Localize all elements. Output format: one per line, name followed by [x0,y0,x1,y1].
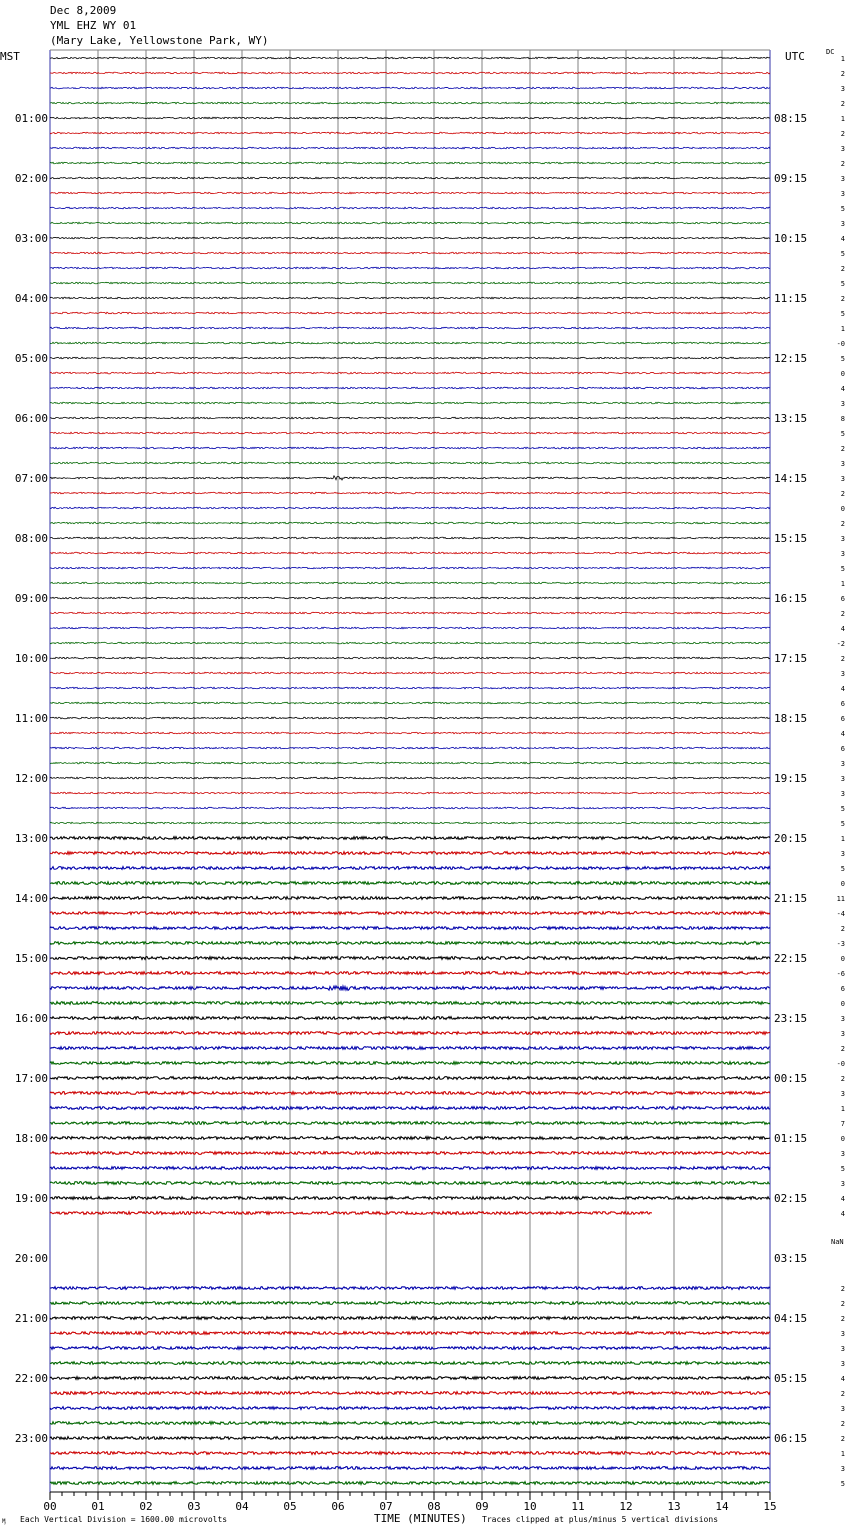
dc-offset-value: 3 [840,1150,845,1158]
seismic-trace [50,207,770,209]
dc-offset-value: 4 [840,235,845,243]
dc-offset-value: 2 [840,1045,845,1053]
dc-offset-value: 0 [840,1000,845,1008]
right-hour-label: 14:15 [774,472,808,485]
dc-offset-value: 6 [840,715,845,723]
left-hour-label: 10:00 [14,652,48,665]
label-group [15,55,845,1488]
dc-offset-value: 3 [840,220,845,228]
left-hour-label: 05:00 [14,352,48,365]
seismic-trace [50,627,770,629]
left-hour-label: 18:00 [14,1132,48,1145]
seismic-trace [50,897,770,900]
seismic-trace [50,777,770,779]
seismic-trace [50,402,770,404]
seismic-trace [50,1092,770,1095]
right-hour-label: 16:15 [774,592,808,605]
seismic-trace [50,117,770,119]
seismic-trace [50,912,770,915]
seismic-trace [50,882,770,885]
seismic-trace [50,1302,770,1305]
dc-offset-value: 3 [840,535,845,543]
right-hour-label: 03:15 [774,1252,808,1265]
dc-offset-value: 2 [840,130,845,138]
seismic-trace [50,57,770,59]
dc-offset-value: 1 [840,325,845,333]
dc-offset-value: -6 [836,970,845,978]
dc-offset-value: 3 [840,775,845,783]
seismic-trace [50,72,770,74]
dc-offset-value: 8 [840,415,845,423]
right-hour-label: 04:15 [774,1312,808,1325]
dc-offset-value: 1 [840,55,845,63]
seismic-trace [50,1152,770,1155]
seismic-trace [50,1032,770,1035]
seismic-trace [50,1182,770,1185]
dc-offset-value: 4 [840,1210,845,1218]
dc-offset-value: -2 [836,640,845,648]
x-tick-label: 11 [571,1500,585,1513]
seismic-trace [50,222,770,224]
dc-offset-value: 4 [840,385,845,393]
seismic-trace [50,132,770,134]
seismic-trace [50,537,770,539]
dc-offset-value: 1 [840,115,845,123]
dc-offset-value: 3 [840,1360,845,1368]
right-hour-label: 11:15 [774,292,808,305]
seismic-trace [50,1062,770,1065]
division-note: Each Vertical Division = 1600.00 microvolts [20,1515,228,1524]
seismic-trace [50,1467,770,1470]
seismic-trace [50,1002,770,1005]
seismic-trace [50,297,770,299]
dc-offset-value: 3 [840,550,845,558]
seismic-trace [50,522,770,524]
seismic-trace [50,672,770,674]
seismic-trace [50,717,770,719]
right-hour-label: 06:15 [774,1432,808,1445]
dc-offset-value: 2 [840,490,845,498]
seismic-trace [50,447,770,449]
right-hour-label: 19:15 [774,772,808,785]
left-hour-label: 14:00 [14,892,48,905]
seismic-trace [50,1107,770,1110]
dc-offset-value: 3 [840,790,845,798]
dc-offset-value: 4 [840,685,845,693]
x-tick-label: 08 [427,1500,441,1513]
seismic-trace [50,387,770,389]
dc-offset-value: 3 [840,175,845,183]
x-tick-label: 05 [283,1500,297,1513]
dc-offset-value: 4 [840,1195,845,1203]
dc-offset-value: 3 [840,475,845,483]
left-hour-label: 11:00 [14,712,48,725]
seismic-trace [50,1287,770,1290]
seismic-trace [50,762,770,764]
dc-offset-value: 7 [840,1120,845,1128]
right-hour-label: 00:15 [774,1072,808,1085]
dc-offset-value: 3 [840,1405,845,1413]
seismic-trace [50,1077,770,1080]
seismic-trace [50,642,770,644]
dc-offset-value: 2 [840,1435,845,1443]
dc-offset-value: 5 [840,355,845,363]
seismic-trace [50,927,770,930]
dc-offset-value: 0 [840,1135,845,1143]
right-hour-label: 18:15 [774,712,808,725]
x-tick-label: 07 [379,1500,393,1513]
dc-offset-value: 2 [840,1420,845,1428]
x-tick-label: 09 [475,1500,489,1513]
seismic-trace [50,312,770,314]
trace-group [50,57,770,1484]
dc-offset-value: 1 [840,580,845,588]
corner-mark: Ӎ [2,1518,6,1525]
dc-offset-value: 1 [840,835,845,843]
left-hour-label: 20:00 [14,1252,48,1265]
seismic-trace [50,1212,652,1215]
seismic-trace [50,747,770,749]
dc-offset-value: 2 [840,445,845,453]
dc-offset-value: 3 [840,1465,845,1473]
dc-offset-value: 5 [840,1165,845,1173]
dc-offset-value: 2 [840,70,845,78]
grid-lines [50,50,770,1492]
dc-offset-value: 4 [840,625,845,633]
dc-offset-value: 0 [840,880,845,888]
right-timezone-label: UTC [785,50,805,63]
dc-offset-value: 3 [840,400,845,408]
dc-offset-value: 3 [840,670,845,678]
seismic-trace [50,807,770,809]
dc-offset-value: 5 [840,310,845,318]
x-tick-label: 15 [763,1500,777,1513]
left-hour-label: 23:00 [14,1432,48,1445]
left-timezone-label: MST [0,50,20,63]
nan-label: NaN [831,1238,844,1246]
left-hour-label: 21:00 [14,1312,48,1325]
dc-offset-value: -0 [836,1060,845,1068]
left-hour-label: 16:00 [14,1012,48,1025]
right-hour-label: 09:15 [774,172,808,185]
dc-offset-value: 3 [840,1180,845,1188]
seismic-trace [50,1317,770,1320]
seismic-trace [50,507,770,509]
dc-offset-value: -3 [836,940,845,948]
left-hour-label: 08:00 [14,532,48,545]
seismic-trace [50,942,770,945]
seismic-trace [50,837,770,840]
left-hour-label: 04:00 [14,292,48,305]
seismic-trace [50,1422,770,1425]
dc-offset-value: 2 [840,160,845,168]
x-tick-label: 06 [331,1500,345,1513]
dc-offset-value: 3 [840,1090,845,1098]
seismic-trace [50,192,770,194]
seismic-trace [50,492,770,494]
left-hour-label: 01:00 [14,112,48,125]
seismic-trace [50,1047,770,1050]
header-location: (Mary Lake, Yellowstone Park, WY) [50,34,269,47]
left-hour-label: 17:00 [14,1072,48,1085]
dc-offset-value: 5 [840,865,845,873]
clip-note: Traces clipped at plus/minus 5 vertical divisions [482,1515,719,1524]
seismic-trace [50,87,770,89]
seismic-trace [50,1122,770,1125]
dc-offset-value: 0 [840,955,845,963]
seismic-trace [50,732,770,734]
seismic-trace [50,432,770,434]
dc-offset-value: 4 [840,1375,845,1383]
seismic-trace [50,342,770,344]
seismic-trace [50,267,770,269]
header-date: Dec 8,2009 [50,4,117,17]
seismic-trace [50,957,770,960]
seismic-trace [50,476,770,480]
dc-offset-value: 3 [840,190,845,198]
seismic-trace [50,252,770,254]
left-hour-label: 06:00 [14,412,48,425]
dc-offset-value: 3 [840,1345,845,1353]
dc-offset-value: 2 [840,265,845,273]
left-hour-label: 15:00 [14,952,48,965]
right-hour-label: 13:15 [774,412,808,425]
left-hour-label: 22:00 [14,1372,48,1385]
dc-offset-value: 1 [840,1450,845,1458]
right-hour-label: 20:15 [774,832,808,845]
dc-label: DC [826,48,835,56]
seismic-trace [50,102,770,104]
seismic-trace [50,567,770,569]
dc-offset-value: 5 [840,820,845,828]
dc-offset-value: 2 [840,610,845,618]
x-tick-label: 00 [43,1500,57,1513]
dc-offset-value: 3 [840,1330,845,1338]
dc-offset-value: 0 [840,370,845,378]
dc-offset-value: 2 [840,1285,845,1293]
dc-offset-value: 3 [840,145,845,153]
right-hour-label: 01:15 [774,1132,808,1145]
x-tick-label: 01 [91,1500,105,1513]
dc-offset-value: 6 [840,745,845,753]
dc-offset-value: 5 [840,250,845,258]
seismic-trace [50,1017,770,1020]
dc-offset-value: 2 [840,1315,845,1323]
dc-offset-value: 3 [840,760,845,768]
dc-offset-value: -4 [836,910,845,918]
left-hour-label: 09:00 [14,592,48,605]
x-tick-label: 13 [667,1500,681,1513]
seismic-trace [50,597,770,599]
seismic-trace [50,1332,770,1335]
seismic-trace [50,282,770,284]
dc-offset-value: 5 [840,205,845,213]
x-axis [43,1492,776,1513]
dc-offset-value: 2 [840,520,845,528]
right-hour-label: 02:15 [774,1192,808,1205]
seismic-trace [50,702,770,704]
seismic-trace [50,357,770,359]
left-hour-label: 12:00 [14,772,48,785]
seismic-trace [50,687,770,689]
seismic-trace [50,1482,770,1485]
dc-offset-value: 5 [840,430,845,438]
dc-offset-value: 11 [836,895,845,903]
dc-offset-value: 2 [840,1075,845,1083]
dc-offset-value: 5 [840,1480,845,1488]
seismic-trace [50,792,770,794]
seismic-trace [50,372,770,374]
x-tick-label: 04 [235,1500,249,1513]
dc-offset-value: 3 [840,460,845,468]
seismic-trace [50,657,770,659]
seismic-trace [50,1407,770,1410]
x-tick-label: 12 [619,1500,633,1513]
dc-offset-value: 2 [840,925,845,933]
right-hour-label: 12:15 [774,352,808,365]
right-hour-label: 22:15 [774,952,808,965]
dc-offset-value: 0 [840,505,845,513]
right-hour-label: 21:15 [774,892,808,905]
seismic-trace [50,1377,770,1380]
right-hour-label: 08:15 [774,112,808,125]
dc-offset-value: 2 [840,655,845,663]
seismic-trace [50,147,770,149]
dc-offset-value: 2 [840,295,845,303]
left-hour-label: 13:00 [14,832,48,845]
dc-offset-value: 3 [840,850,845,858]
seismic-trace [50,237,770,239]
left-hour-label: 19:00 [14,1192,48,1205]
dc-offset-value: 6 [840,700,845,708]
dc-offset-value: 6 [840,985,845,993]
dc-offset-value: 5 [840,805,845,813]
seismic-trace [50,1197,770,1200]
right-hour-label: 05:15 [774,1372,808,1385]
seismic-trace [50,1392,770,1395]
x-tick-label: 10 [523,1500,537,1513]
seismic-trace [50,417,770,419]
right-hour-label: 23:15 [774,1012,808,1025]
seismic-trace [50,582,770,584]
seismic-trace [50,986,770,991]
seismic-trace [50,177,770,179]
left-hour-label: 03:00 [14,232,48,245]
left-hour-label: 07:00 [14,472,48,485]
seismic-trace [50,867,770,870]
seismic-trace [50,852,770,855]
seismic-trace [50,822,770,824]
seismic-trace [50,1452,770,1455]
dc-offset-value: 2 [840,1300,845,1308]
header-station: YML EHZ WY 01 [50,19,137,32]
left-hour-label: 02:00 [14,172,48,185]
dc-offset-value: 4 [840,730,845,738]
dc-offset-value: 5 [840,565,845,573]
x-tick-label: 14 [715,1500,729,1513]
dc-offset-value: 2 [840,1390,845,1398]
dc-offset-value: -0 [836,340,845,348]
seismic-trace [50,162,770,164]
right-hour-label: 10:15 [774,232,808,245]
seismic-trace [50,327,770,329]
dc-offset-value: 6 [840,595,845,603]
dc-offset-value: 3 [840,1015,845,1023]
dc-offset-value: 3 [840,85,845,93]
seismic-trace [50,612,770,614]
x-axis-title: TIME (MINUTES) [374,1512,467,1525]
seismic-trace [50,1362,770,1365]
dc-offset-value: 2 [840,100,845,108]
dc-offset-value: 5 [840,280,845,288]
seismic-trace [50,462,770,464]
dc-offset-value: 3 [840,1030,845,1038]
right-hour-label: 17:15 [774,652,808,665]
seismic-trace [50,1347,770,1350]
seismic-trace [50,1137,770,1140]
seismic-trace [50,1167,770,1170]
seismic-trace [50,552,770,554]
seismic-trace [50,972,770,975]
x-tick-label: 02 [139,1500,153,1513]
dc-offset-value: 1 [840,1105,845,1113]
right-hour-label: 15:15 [774,532,808,545]
x-tick-label: 03 [187,1500,201,1513]
seismic-trace [50,1437,770,1440]
